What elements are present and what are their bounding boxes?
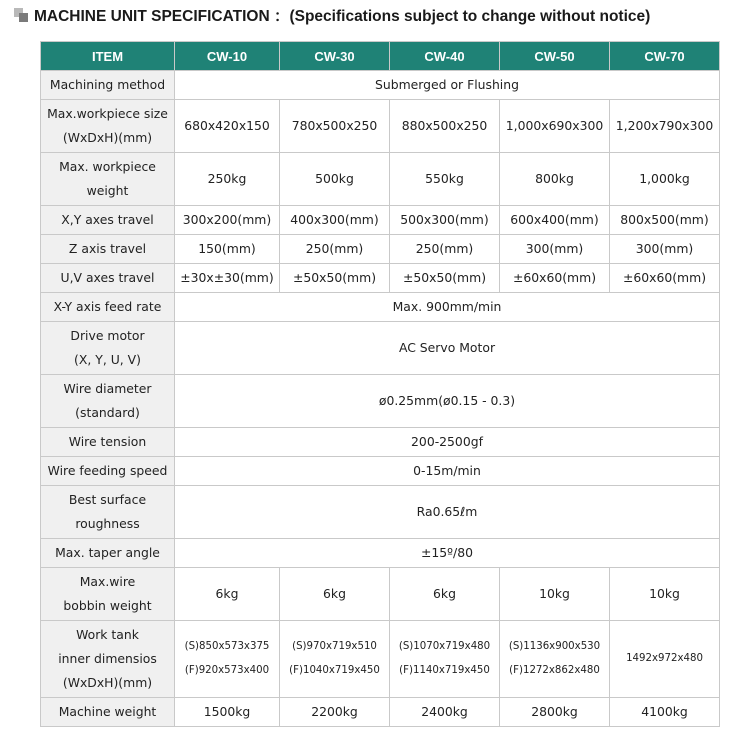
spec-cell xyxy=(610,621,720,698)
label-line: inner dimensios xyxy=(58,651,157,666)
tank-flushing: (F)920x573x400 xyxy=(184,665,270,676)
header-row xyxy=(41,42,720,71)
row-label xyxy=(41,264,175,293)
spec-cell: 6kg xyxy=(175,568,280,621)
spec-cell xyxy=(280,621,390,698)
table-row xyxy=(41,235,720,264)
label-line: roughness xyxy=(75,516,140,531)
spec-cell: 2400kg xyxy=(390,698,500,727)
row-label xyxy=(41,71,175,100)
label-line: Machine weight xyxy=(58,704,157,719)
spec-cell: 150(mm) xyxy=(175,235,280,264)
spec-cell: 800x500(mm) xyxy=(610,206,720,235)
tank-standard: (S)1070x719x480 xyxy=(398,641,491,652)
header-cw30: CW-30 xyxy=(280,42,390,71)
spec-cell: ø0.25mm(ø0.15 - 0.3) xyxy=(175,375,720,428)
table-row xyxy=(41,698,720,727)
tank-standard: (S)1136x900x530 xyxy=(508,641,601,652)
spec-cell xyxy=(175,621,280,698)
spec-cell: ±60x60(mm) xyxy=(610,264,720,293)
spec-cell: ±30x±30(mm) xyxy=(175,264,280,293)
table-row xyxy=(41,206,720,235)
spec-cell: 1500kg xyxy=(175,698,280,727)
spec-cell: ±15º/80 xyxy=(175,539,720,568)
row-label xyxy=(41,568,175,621)
header-item: ITEM xyxy=(41,42,175,71)
header-cw40: CW-40 xyxy=(390,42,500,71)
label-line: Z axis travel xyxy=(68,241,147,256)
row-label xyxy=(41,153,175,206)
label-line: Wire feeding speed xyxy=(47,463,168,478)
row-label xyxy=(41,322,175,375)
spec-cell: 10kg xyxy=(610,568,720,621)
spec-cell: ±50x50(mm) xyxy=(280,264,390,293)
spec-cell: 550kg xyxy=(390,153,500,206)
label-line: Max.workpiece size xyxy=(47,106,168,121)
spec-cell: 300(mm) xyxy=(500,235,610,264)
spec-cell: 1,000kg xyxy=(610,153,720,206)
spec-table xyxy=(40,41,720,727)
spec-cell: 500kg xyxy=(280,153,390,206)
spec-cell: 300(mm) xyxy=(610,235,720,264)
spec-cell: 10kg xyxy=(500,568,610,621)
tank-standard: (S)970x719x510 xyxy=(292,641,377,652)
spec-cell: 1,000x690x300 xyxy=(500,100,610,153)
label-line: (WxDxH)(mm) xyxy=(62,675,153,690)
label-line: Best surface xyxy=(68,492,147,507)
label-line: weight xyxy=(86,183,129,198)
spec-cell: 2800kg xyxy=(500,698,610,727)
label-line: Machining method xyxy=(49,77,166,92)
spec-cell: ±50x50(mm) xyxy=(390,264,500,293)
label-line: Max. taper angle xyxy=(55,545,160,560)
spec-cell: 200-2500gf xyxy=(175,428,720,457)
header-cw10: CW-10 xyxy=(175,42,280,71)
row-label xyxy=(41,698,175,727)
spec-cell: 6kg xyxy=(390,568,500,621)
spec-cell: 880x500x250 xyxy=(390,100,500,153)
label-line: Max. workpiece xyxy=(59,159,156,174)
tank-standard: (S)850x573x375 xyxy=(184,641,270,652)
label-line: Work tank xyxy=(76,627,139,642)
label-line: Max.wire xyxy=(79,574,136,589)
section-title-bar xyxy=(14,4,650,26)
spec-cell: Ra0.65ℓm xyxy=(175,486,720,539)
spec-cell: 300x200(mm) xyxy=(175,206,280,235)
table-row xyxy=(41,486,720,539)
spec-cell xyxy=(390,621,500,698)
spec-cell: 600x400(mm) xyxy=(500,206,610,235)
row-label xyxy=(41,428,175,457)
row-label xyxy=(41,100,175,153)
spec-cell: AC Servo Motor xyxy=(175,322,720,375)
label-line: (standard) xyxy=(75,405,140,420)
spec-cell: 4100kg xyxy=(610,698,720,727)
spec-cell: 400x300(mm) xyxy=(280,206,390,235)
spec-cell: 6kg xyxy=(280,568,390,621)
table-row xyxy=(41,457,720,486)
label-line: X,Y axes travel xyxy=(61,212,154,227)
spec-cell: 500x300(mm) xyxy=(390,206,500,235)
row-label xyxy=(41,235,175,264)
table-row xyxy=(41,375,720,428)
tank-flushing: (F)1272x862x480 xyxy=(509,665,600,676)
table-row xyxy=(41,621,720,698)
label-line: (X, Y, U, V) xyxy=(74,352,141,367)
label-line: U,V axes travel xyxy=(60,270,155,285)
label-line: Wire tension xyxy=(68,434,147,449)
table-row xyxy=(41,153,720,206)
header-cw70: CW-70 xyxy=(610,42,720,71)
row-label xyxy=(41,375,175,428)
spec-cell: Max. 900mm/min xyxy=(175,293,720,322)
tank-dimension: 1492x972x480 xyxy=(626,653,703,664)
table-row xyxy=(41,428,720,457)
spec-cell: 0-15m/min xyxy=(175,457,720,486)
label-line: (WxDxH)(mm) xyxy=(62,130,153,145)
spec-cell: 680x420x150 xyxy=(175,100,280,153)
section-title: MACHINE UNIT SPECIFICATION ：(Specifications subject to change without notice) xyxy=(34,8,651,25)
spec-cell: Submerged or Flushing xyxy=(175,71,720,100)
tank-flushing: (F)1040x719x450 xyxy=(289,665,380,676)
table-row xyxy=(41,71,720,100)
spec-cell: ±60x60(mm) xyxy=(500,264,610,293)
row-label xyxy=(41,621,175,698)
row-label xyxy=(41,293,175,322)
label-line: X-Y axis feed rate xyxy=(53,299,162,314)
row-label xyxy=(41,457,175,486)
spec-cell: 1,200x790x300 xyxy=(610,100,720,153)
table-row xyxy=(41,539,720,568)
table-row xyxy=(41,264,720,293)
spec-cell: 250kg xyxy=(175,153,280,206)
spec-cell: 250(mm) xyxy=(390,235,500,264)
spec-cell: 2200kg xyxy=(280,698,390,727)
spec-cell: 780x500x250 xyxy=(280,100,390,153)
header-cw50: CW-50 xyxy=(500,42,610,71)
table-row xyxy=(41,293,720,322)
table-row xyxy=(41,322,720,375)
row-label xyxy=(41,206,175,235)
label-line: Drive motor xyxy=(70,328,145,343)
spec-cell: 800kg xyxy=(500,153,610,206)
spec-cell: 250(mm) xyxy=(280,235,390,264)
table-row xyxy=(41,100,720,153)
table-row xyxy=(41,568,720,621)
label-line: Wire diameter xyxy=(63,381,152,396)
label-line: bobbin weight xyxy=(63,598,152,613)
spec-cell xyxy=(500,621,610,698)
tank-flushing: (F)1140x719x450 xyxy=(399,665,490,676)
row-label xyxy=(41,486,175,539)
row-label xyxy=(41,539,175,568)
squares-bullet-icon xyxy=(14,8,28,22)
